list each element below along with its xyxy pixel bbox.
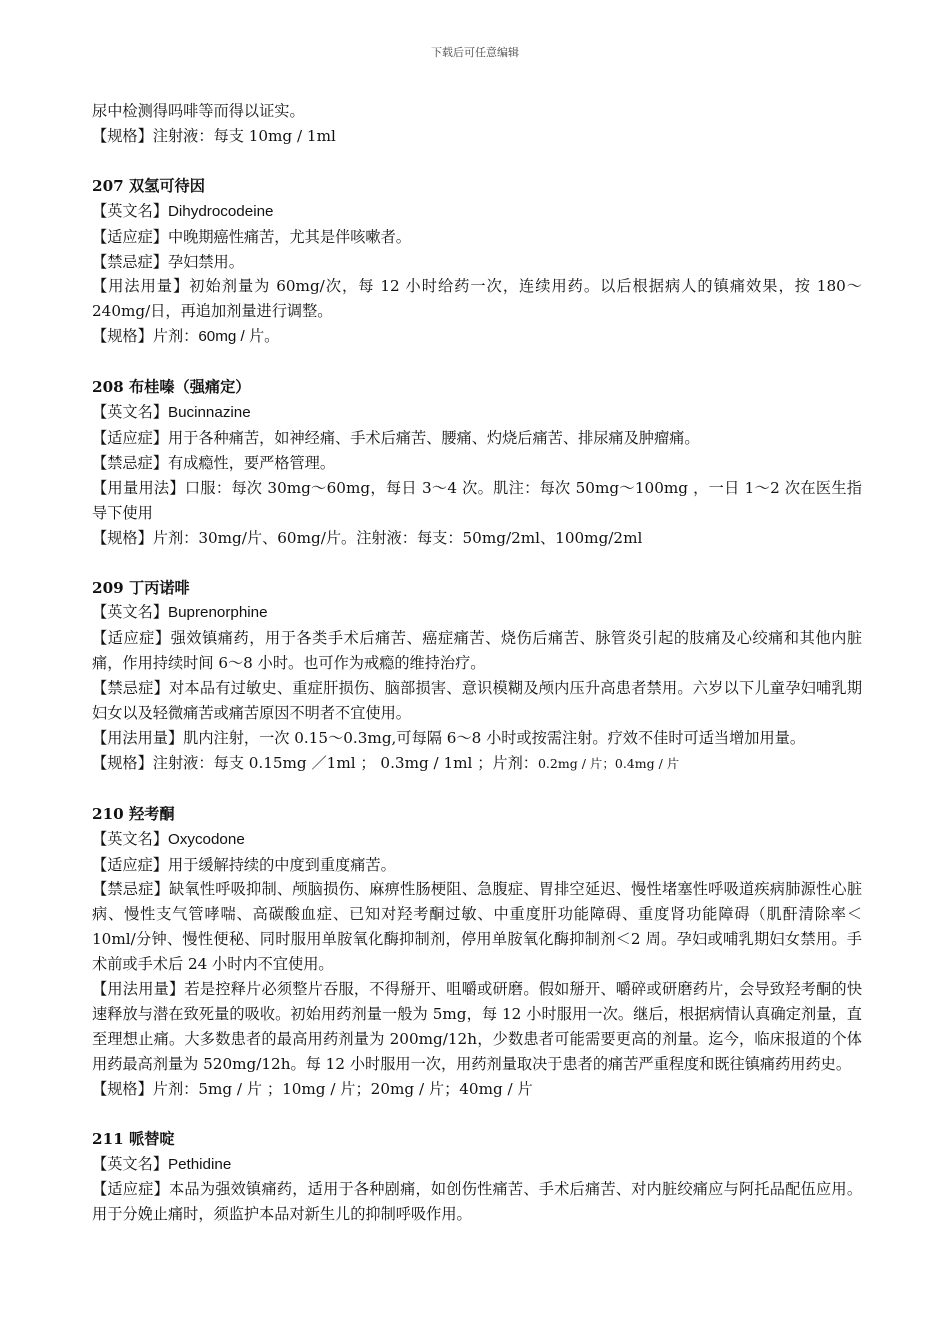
entry-title: 208 布桂嗪（强痛定）	[92, 378, 251, 397]
entry-title: 209 丁丙诺啡	[92, 578, 190, 597]
dosage: 【用法用量】初始剂量为 60mg/次，每 12 小时给药一次，连续用药。以后根据病人的镇痛效果，按 180～240mg/日，再追加剂量进行调整。	[92, 277, 862, 321]
entry-210	[92, 802, 862, 1102]
english-name-line: 【英文名】Oxycodone	[92, 829, 245, 848]
contraindication: 【禁忌症】有成瘾性，要严格管理。	[92, 453, 335, 472]
indication: 【适应症】中晚期癌性痛苦，尤其是伴咳嗽者。	[92, 227, 411, 246]
english-name: Oxycodone	[167, 830, 245, 848]
contraindication: 【禁忌症】对本品有过敏史、重症肝损伤、脑部损害、意识模糊及颅内压升高患者禁用。六岁以下儿童孕妇哺乳期妇女以及轻微痛苦或痛苦原因不明者不宜使用。	[92, 679, 862, 723]
entry-207	[92, 174, 862, 350]
indication: 【适应症】用于缓解持续的中度到重度痛苦。	[92, 855, 396, 874]
entry-title: 211 哌替啶	[92, 1129, 175, 1148]
contraindication: 【禁忌症】缺氧性呼吸抑制、颅脑损伤、麻痹性肠梗阻、急腹症、胃排空延迟、慢性堵塞性呼吸道疾病肺源性心脏病、慢性支气管哮喘、高碳酸血症、已知对羟考酮过敏、中重度肝功能障碍、重度肾功能障碍（肌酐清除率＜10ml/分钟、慢性便秘、同时服用单胺氧化酶抑制剂，停用单胺氧化酶抑制剂＜2 周。孕妇或哺乳期妇女禁用。手术前或手术后 24 小时内不宜使用。	[92, 880, 862, 974]
english-name: Buprenorphine	[167, 604, 268, 622]
specification: 【规格】片剂：5mg / 片 ；10mg / 片；20mg / 片；40mg / 片	[92, 1079, 533, 1098]
entry-209	[92, 576, 862, 777]
entry-title: 210 羟考酮	[92, 804, 175, 823]
english-name: Dihydrocodeine	[167, 202, 274, 220]
entry-208	[92, 375, 862, 550]
indication: 【适应症】本品为强效镇痛药，适用于各种剧痛，如创伤性痛苦、手术后痛苦、对内脏绞痛应与阿托品配伍应用。用于分娩止痛时，须监护本品对新生儿的抑制呼吸作用。	[92, 1180, 862, 1224]
indication: 【适应症】用于各种痛苦，如神经痛、手术后痛苦、腰痛、灼烧后痛苦、排尿痛及肿瘤痛。	[92, 428, 700, 447]
entry-211	[92, 1127, 862, 1228]
dosage: 【用法用量】若是控释片必须整片吞服，不得掰开、咀嚼或研磨。假如掰开、嚼碎或研磨药片，会导致羟考酮的快速释放与潜在致死量的吸收。初始用药剂量一般为 5mg，每 12 小时服用一次。继后，根据病情认真确定剂量，直至理想止痛。大多数患者的最高用药剂量为 200mg/12h，少数患者可能需要更高的剂量。迄今，临床报道的个体用药最高剂量为 520mg/12h。每 12 小时服用一次，用药剂量取决于患者的痛苦严重程度和既往镇痛药用药史。	[92, 980, 862, 1073]
contraindication: 【禁忌症】孕妇禁用。	[92, 252, 244, 271]
specification: 【规格】片剂：30mg/片、60mg/片。注射液：每支：50mg/2ml、100mg/2ml	[92, 528, 643, 547]
english-name-line: 【英文名】Pethidine	[92, 1154, 232, 1173]
specification: 【规格】注射液：每支 0.15mg ／1ml ； 0.3mg / 1ml ；片剂：0.2mg / 片；0.4mg / 片	[92, 753, 680, 772]
english-name: Pethidine	[167, 1155, 232, 1173]
indication: 【适应症】强效镇痛药，用于各类手术后痛苦、癌症痛苦、烧伤后痛苦、脉管炎引起的肢痛及心绞痛和其他内脏痛，作用持续时间 6～8 小时。也可作为戒瘾的维持治疗。	[92, 629, 862, 673]
specification: 【规格】片剂：60mg / 片。	[92, 327, 280, 346]
intro-line: 尿中检测得吗啡等而得以证实。	[92, 102, 305, 120]
english-name-line: 【英文名】Buprenorphine	[92, 603, 268, 622]
entry-title: 207 双氢可待因	[92, 176, 205, 195]
english-name-line: 【英文名】Dihydrocodeine	[92, 201, 274, 220]
dosage: 【用法用量】肌内注射，一次 0.15～0.3mg,可每隔 6～8 小时或按需注射。疗效不佳时可适当增加用量。	[92, 728, 806, 747]
dosage: 【用量用法】口服：每次 30mg～60mg，每日 3～4 次。肌注：每次 50mg～100mg ，一日 1～2 次在医生指导下使用	[92, 478, 862, 522]
english-name-line: 【英文名】Bucinnazine	[92, 403, 251, 422]
english-name: Bucinnazine	[167, 404, 251, 422]
intro-spec: 【规格】注射液：每支 10mg / 1ml	[92, 126, 336, 145]
page-header: 下载后可任意编辑	[431, 46, 519, 59]
document-body	[92, 99, 862, 1227]
